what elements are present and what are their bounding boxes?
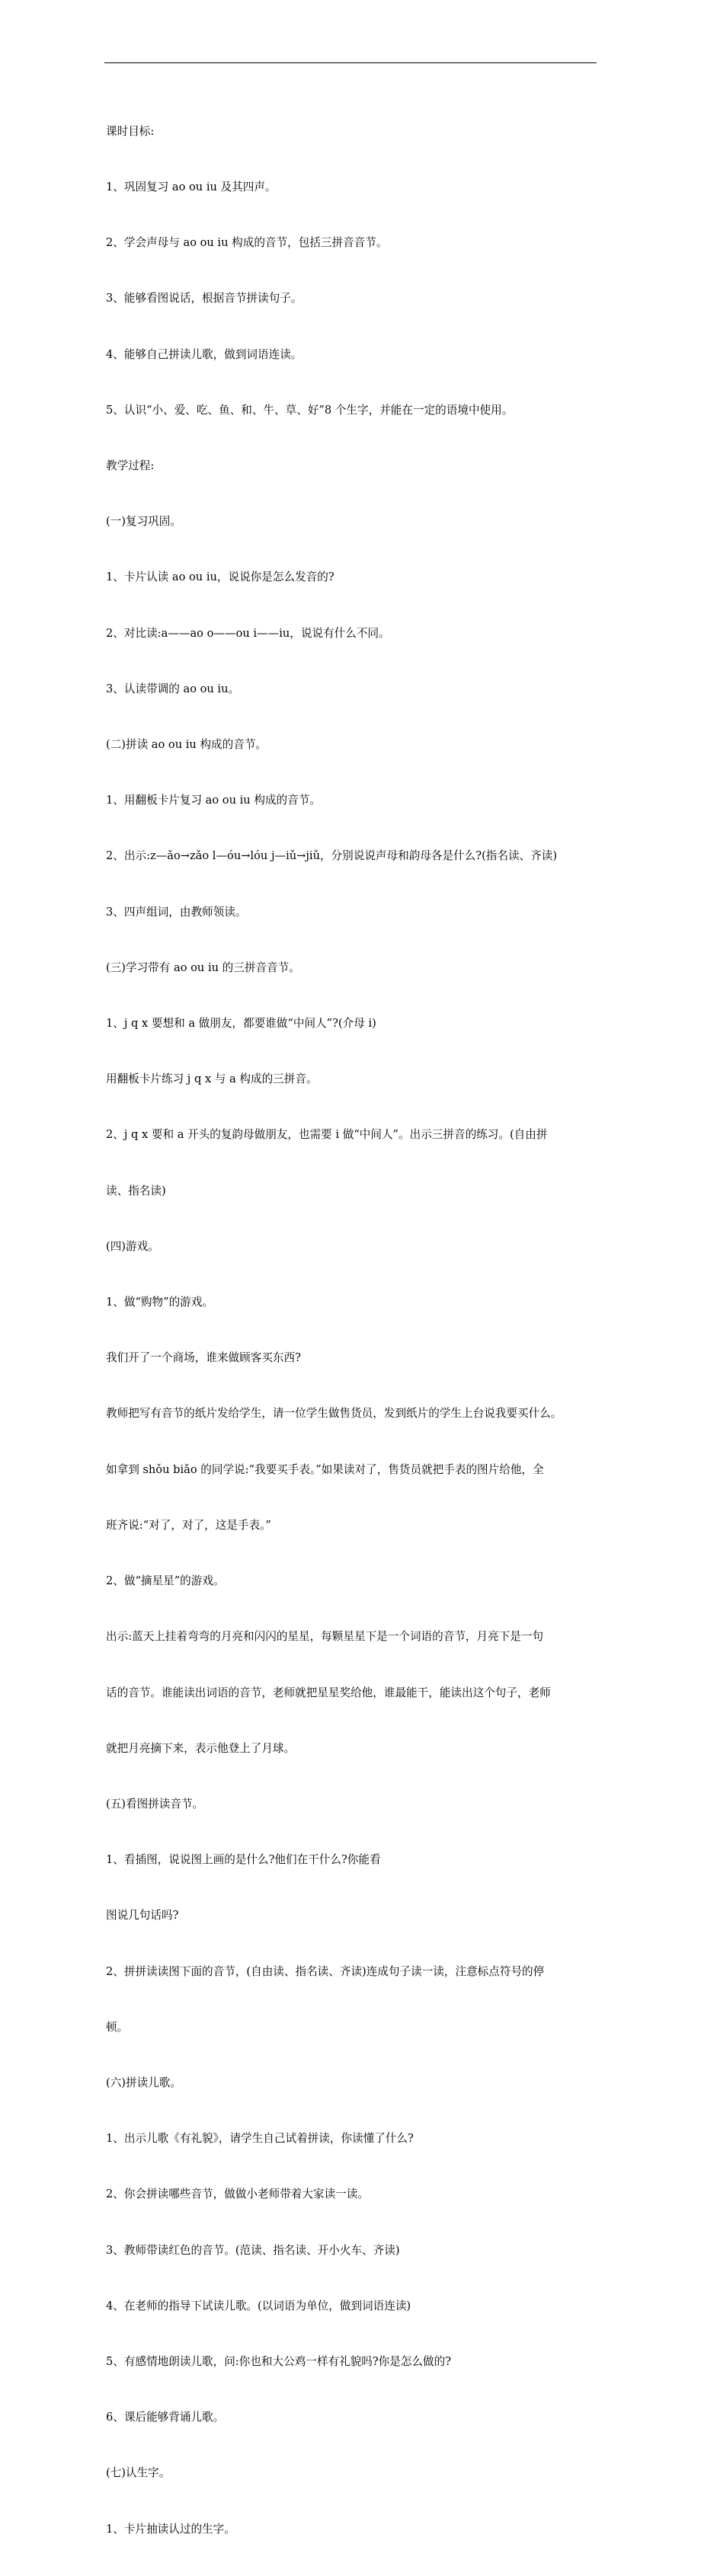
text-line: (二)拼读 ao ou iu 构成的音节。 bbox=[106, 738, 267, 752]
text-line: 如拿到 shǒu biǎo 的同学说:“我要买手表。”如果读对了，售货员就把手表的图片给他，全 bbox=[106, 1462, 544, 1476]
text-line: 2、对比读:a——ao o——ou i——iu，说说有什么不同。 bbox=[106, 626, 390, 640]
text-line: 1、看插图，说说图上画的是什么?他们在干什么?你能看 bbox=[106, 1853, 381, 1867]
text-line: 读、指名读) bbox=[106, 1184, 166, 1197]
text-line: 班齐说:“对了，对了，这是手表。” bbox=[106, 1518, 271, 1532]
text-line: (一)复习巩固。 bbox=[106, 515, 181, 529]
text-line: 4、在老师的指导下试读儿歌。(以词语为单位，做到词语连读) bbox=[106, 2299, 411, 2312]
text-line: 1、出示儿歌《有礼貌》，请学生自己试着拼读，你读懂了什么? bbox=[106, 2132, 414, 2146]
text-line: 1、j q x 要想和 a 做朋友，都要谁做“中间人”?(介母 i) bbox=[106, 1017, 376, 1031]
text-line: 用翻板卡片练习 j q x 与 a 构成的三拼音。 bbox=[106, 1072, 318, 1086]
text-line: 3、教师带读红色的音节。(范读、指名读、开小火车、齐读) bbox=[106, 2243, 400, 2257]
text-line: (七)认生字。 bbox=[106, 2466, 171, 2480]
text-line: 顿。 bbox=[106, 2020, 129, 2034]
text-line: 3、认读带调的 ao ou iu。 bbox=[106, 682, 240, 695]
text-line: 图说几句话吗? bbox=[106, 1909, 179, 1922]
text-line: 4、能够自己拼读儿歌，做到词语连读。 bbox=[106, 347, 302, 361]
text-line: 我们开了一个商场，谁来做顾客买东西? bbox=[106, 1351, 301, 1365]
text-line: (六)拼读儿歌。 bbox=[106, 2076, 181, 2089]
text-line: 5、认识“小、爱、吃、鱼、和、牛、草、好”8 个生字，并能在一定的语境中使用。 bbox=[106, 403, 514, 417]
text-line: 出示:蓝天上挂着弯弯的月亮和闪闪的星星，每颗星星下是一个词语的音节，月亮下是一句 bbox=[106, 1630, 544, 1644]
text-line: 课时目标: bbox=[106, 124, 155, 138]
header-rule bbox=[104, 62, 597, 63]
text-line: 2、拼拼读读图下面的音节，(自由读、指名读、齐读)连成句子读一读，注意标点符号的停 bbox=[106, 1964, 545, 1978]
text-line: 2、学会声母与 ao ou iu 构成的音节，包括三拼音音节。 bbox=[106, 236, 388, 250]
text-line: 6、课后能够背诵儿歌。 bbox=[106, 2411, 225, 2424]
text-line: (四)游戏。 bbox=[106, 1239, 159, 1253]
text-line: (三)学习带有 ao ou iu 的三拼音音节。 bbox=[106, 960, 300, 974]
text-line: (五)看图拼读音节。 bbox=[106, 1797, 204, 1811]
text-line: 1、用翻板卡片复习 ao ou iu 构成的音节。 bbox=[106, 794, 321, 807]
text-line: 1、巩固复习 ao ou iu 及其四声。 bbox=[106, 181, 277, 194]
text-line: 教学过程: bbox=[106, 459, 155, 473]
text-line: 1、做“购物”的游戏。 bbox=[106, 1296, 213, 1309]
text-line: 3、四声组词，由教师领读。 bbox=[106, 905, 247, 919]
text-line: 3、能够看图说话，根据音节拼读句子。 bbox=[106, 292, 302, 305]
text-line: 就把月亮摘下来，表示他登上了月球。 bbox=[106, 1741, 296, 1755]
text-line: 2、你会拼读哪些音节，做做小老师带着大家读一读。 bbox=[106, 2188, 369, 2201]
text-line: 教师把写有音节的纸片发给学生，请一位学生做售货员，发到纸片的学生上台说我要买什么。 bbox=[106, 1407, 562, 1421]
text-line: 2、做“摘星星”的游戏。 bbox=[106, 1574, 225, 1588]
text-line: 5、有感情地朗读儿歌，问:你也和大公鸡一样有礼貌吗?你是怎么做的? bbox=[106, 2354, 452, 2368]
document-body bbox=[106, 85, 601, 2576]
text-line: 2、j q x 要和 a 开头的复韵母做朋友，也需要 i 做“中间人”。出示三拼音的练习。(自由拼 bbox=[106, 1128, 548, 1142]
text-line: 2、出示:z—ǎo→zǎo l—óu→lóu j—iǔ→jiǔ，分别说说声母和韵母各是什么?(指名读、齐读) bbox=[106, 849, 558, 863]
text-line: 话的音节。谁能读出词语的音节，老师就把星星奖给他，谁最能干，能读出这个句子，老师 bbox=[106, 1686, 551, 1699]
text-line: 1、卡片认读 ao ou iu，说说你是怎么发音的? bbox=[106, 570, 334, 584]
text-line: 1、卡片抽读认过的生字。 bbox=[106, 2522, 235, 2536]
